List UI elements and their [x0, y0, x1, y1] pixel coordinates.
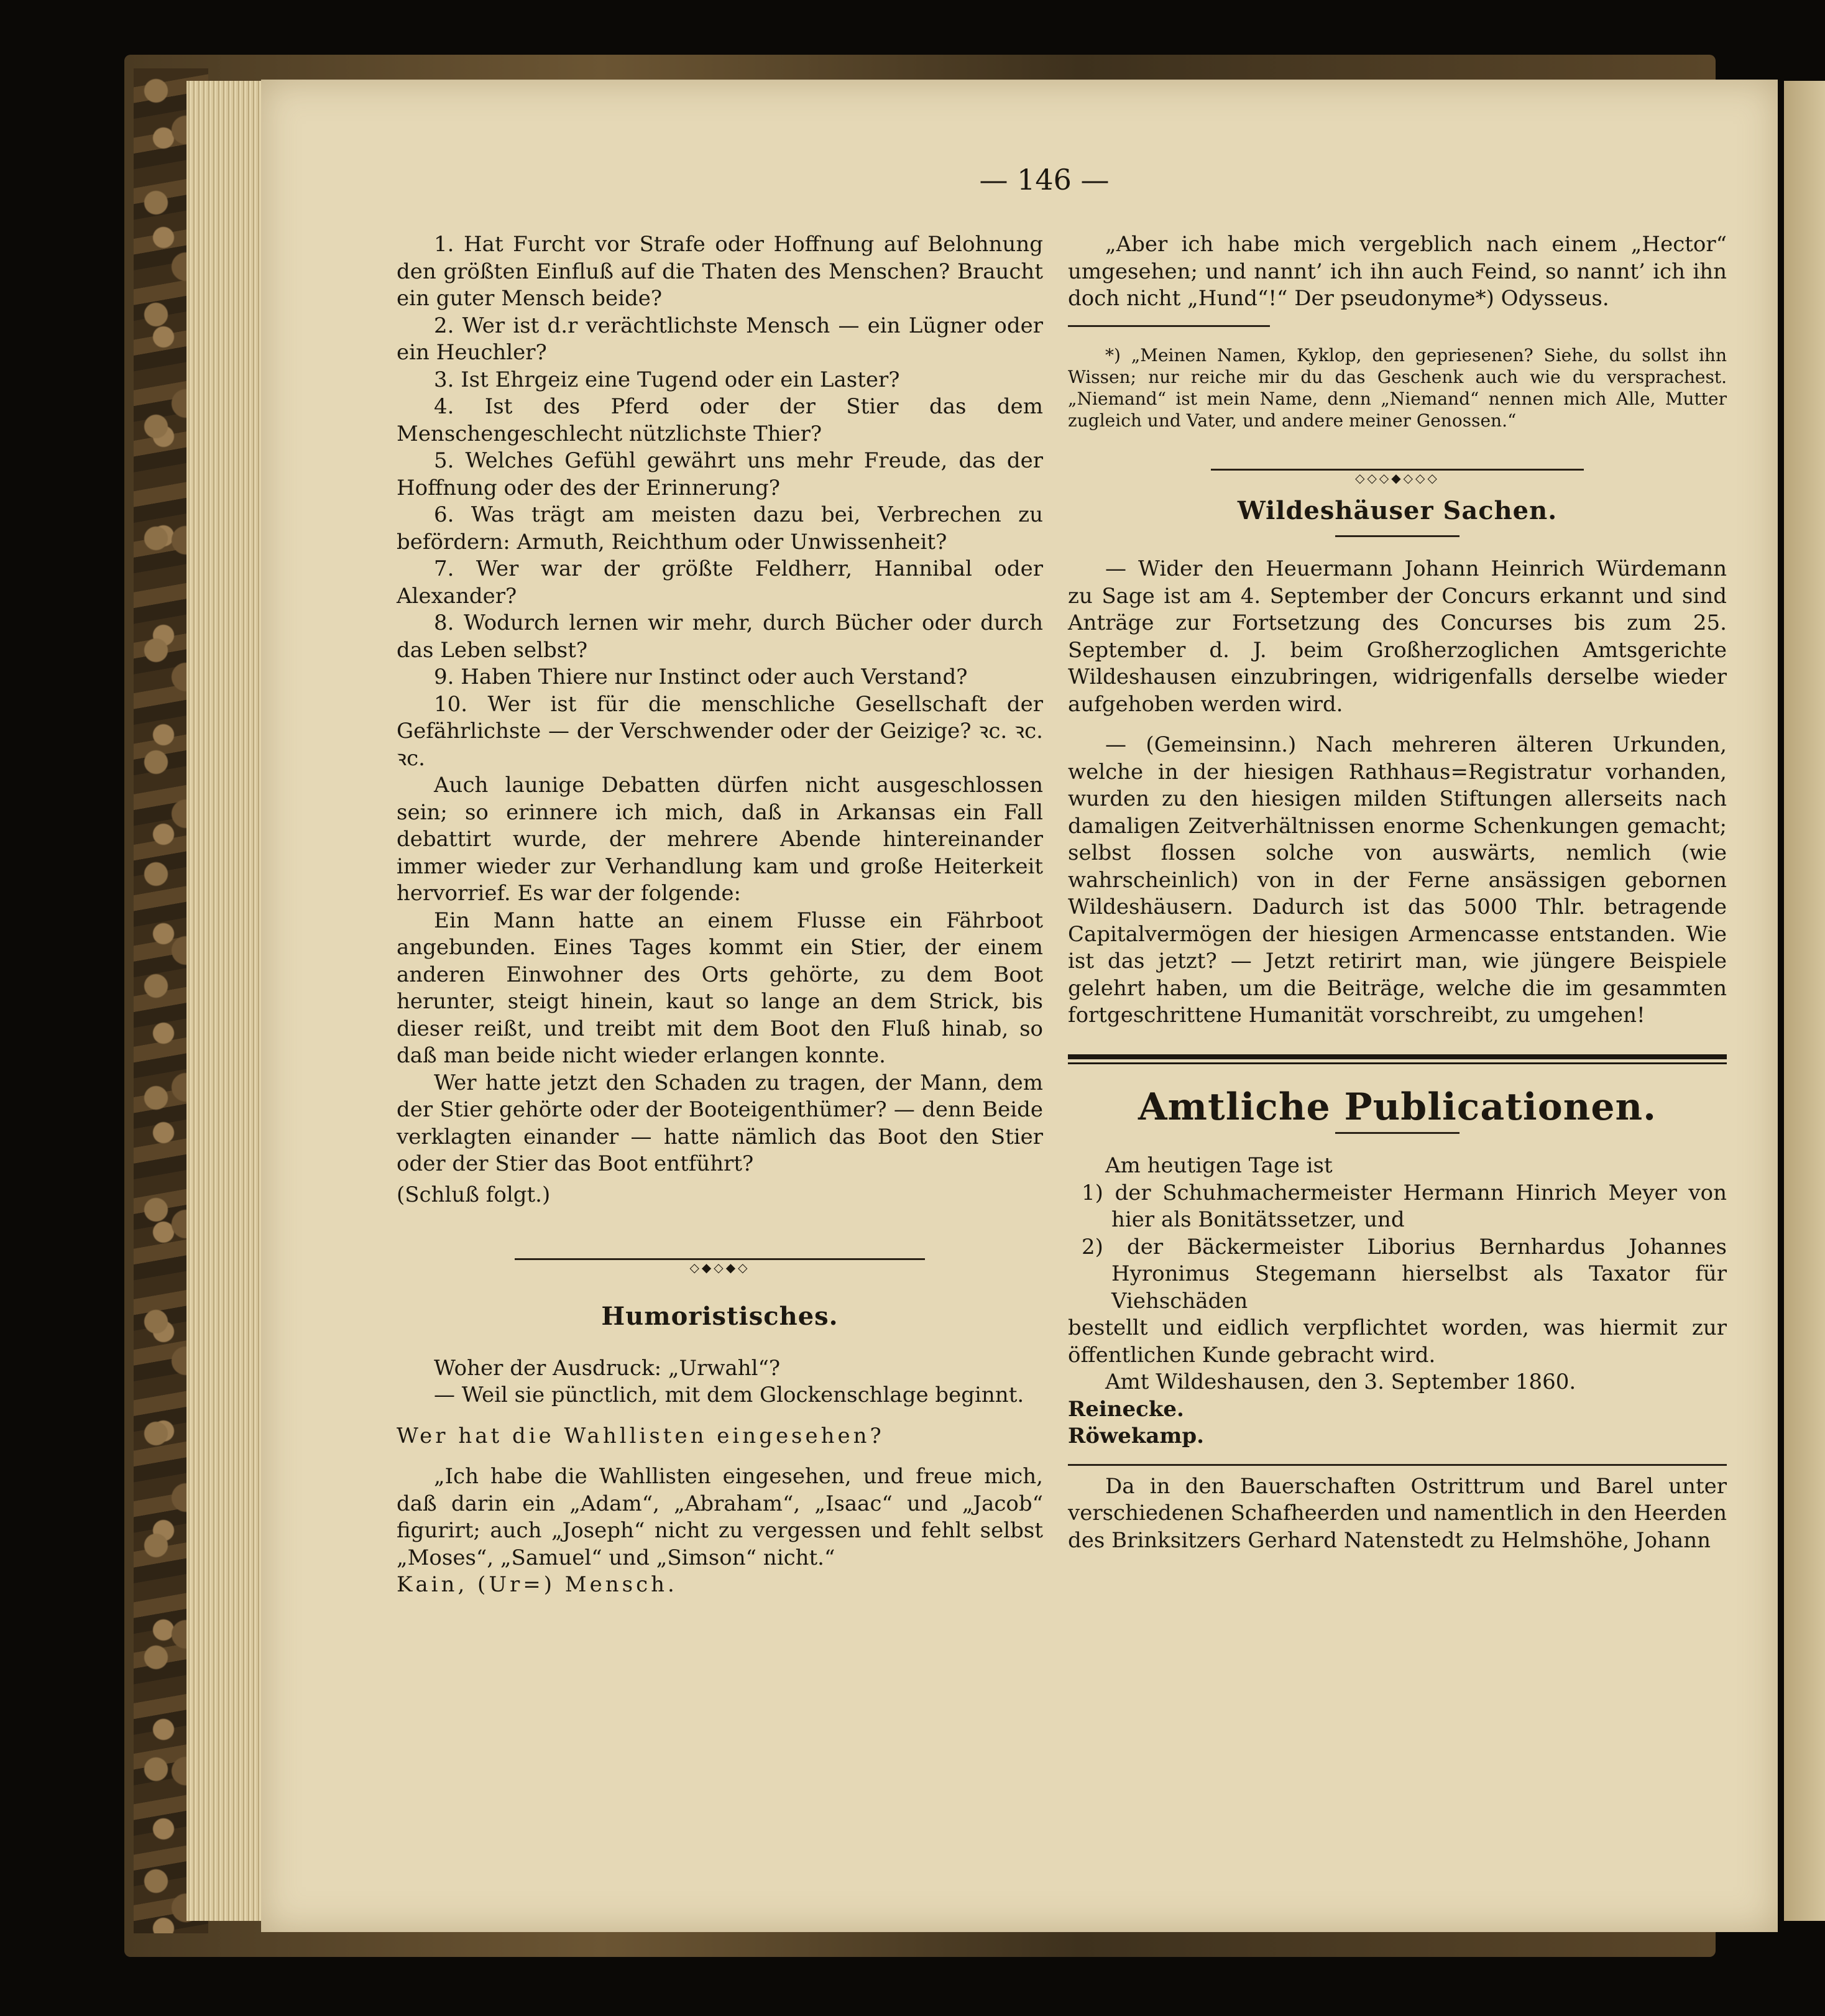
gemeinsinn-notice: — (Gemeinsinn.) Nach mehreren älteren Urkunden, welche in der hiesigen Rathhaus=Registratur vorhanden, wurden zu den hiesigen milden Stiftungen allerseits nach damaligen Zeitverhältnissen enorme Schenkungen gemacht; selbst flossen solche von auswärts, nemlich (wie wahrscheinlich) von in der Ferne ansässigen gebornen Wildeshäusern. Dadurch ist das 5000 Thlr. betragende Capitalvermögen der hiesigen Armencasse entstanden. Wie ist das jetzt? — Jetzt retirirt man, wie jüngere Beispiele gelehrt haben, um die Beiträge, welche die im gesammten fortgeschrittene Humanität vorschreibt, zu umgehen!	[1068, 732, 1727, 1028]
humor-heading: Humoristisches.	[601, 1302, 839, 1331]
story-paragraph: Ein Mann hatte an einem Flusse ein Fährboot angebunden. Eines Tages kommt ein Stier, der einem anderen Einwohner des Orts gehörte, zu dem Boot herunter, steigt hinein, kaut so lange an dem Strick, bis dieser reißt, und treibt mit dem Boot den Fluß hinab, so daß man beide nicht wieder erlangen konnte.	[397, 908, 1043, 1068]
question-item: 9. Haben Thiere nur Instinct oder auch Verstand?	[434, 665, 968, 689]
separator-rule	[1068, 1464, 1727, 1466]
wahl-heading: Wer hat die Wahllisten eingesehen?	[397, 1423, 885, 1448]
question-item: 8. Wodurch lernen wir mehr, durch Bücher oder durch das Leben selbst?	[397, 610, 1043, 663]
left-column	[397, 231, 1043, 1599]
signature-reinecke: Reinecke.	[1068, 1396, 1184, 1422]
humor-question: Woher der Ausdruck: „Urwahl“?	[434, 1355, 781, 1381]
hector-text: „Aber ich habe mich vergeblich nach einem „Hector“ umgesehen; und nannt’ ich ihn auch Feind, so nannt’ ich ihn doch nicht „Hund“!“ Der pseudonyme*) Odysseus.	[1068, 232, 1727, 311]
signature-roewekamp: Röwekamp.	[1068, 1424, 1205, 1448]
ornament-glyphs: ◇◆◇◆◇	[684, 1260, 756, 1275]
to-be-continued: (Schluß folgt.)	[397, 1182, 551, 1207]
section-double-rule	[1068, 1054, 1727, 1064]
bestellt-text: bestellt und eidlich verpflichtet worden, was hiermit zur öffentlichen Kunde gebracht wird.	[1068, 1315, 1727, 1368]
question-item: 7. Wer war der größte Feldherr, Hannibal oder Alexander?	[397, 556, 1043, 609]
heading-rule	[1335, 1132, 1460, 1134]
amt-date: Amt Wildeshausen, den 3. September 1860.	[1105, 1369, 1576, 1394]
question-item: 6. Was trägt am meisten dazu bei, Verbrechen zu befördern: Armuth, Reichthum oder Unwissenheit?	[397, 502, 1043, 555]
page-number: — 146 —	[979, 163, 1110, 196]
next-page-edge	[1784, 81, 1825, 1921]
final-paragraph: Da in den Bauerschaften Ostrittrum und Barel unter verschiedenen Schafheerden und namentlich in den Heerden des Brinksitzers Gerhard Natenstedt zu Helmshöhe, Johann	[1068, 1473, 1727, 1553]
appointment-item: 2) der Bäckermeister Liborius Bernhardus Johannes Hyronimus Stegemann hierselbst als Taxator für Viehschäden	[1082, 1234, 1727, 1314]
page-edges	[186, 81, 274, 1921]
question-list	[397, 231, 1043, 772]
am-heutigen: Am heutigen Tage ist	[1105, 1153, 1333, 1178]
amtliche-heading: Amtliche Publicationen.	[1138, 1085, 1657, 1129]
wahl-text: „Ich habe die Wahllisten eingesehen, und freue mich, daß darin ein „Adam“, „Abraham“, „Isaac“ und „Jacob“ figurirt; auch „Joseph“ nicht zu vergessen und fehlt selbst „Moses“, „Samuel“ und „Simson“ nicht.“	[397, 1464, 1043, 1570]
right-column	[1068, 231, 1727, 1554]
debate-intro: Auch launige Debatten dürfen nicht ausgeschlossen sein; so erinnere ich mich, daß in Arkansas ein Fall debattirt wurde, der mehrere Abende hintereinander immer wieder zur Verhandlung kam und große Heiterkeit hervorrief. Es war der folgende:	[397, 773, 1043, 906]
question-item: 1. Hat Furcht vor Strafe oder Hoffnung auf Belohnung den größten Einfluß auf die Thaten des Menschen? Braucht ein guter Mensch beide?	[397, 232, 1043, 311]
question-item: 3. Ist Ehrgeiz eine Tugend oder ein Laster?	[434, 367, 900, 392]
wahl-signature: Kain, (Ur=) Mensch.	[397, 1572, 678, 1597]
ornament-divider	[1211, 463, 1584, 486]
question-item: 2. Wer ist d.r verächtlichste Mensch — ein Lügner oder ein Heuchler?	[397, 313, 1043, 365]
footnote-rule	[1068, 325, 1270, 327]
question-item: 4. Ist des Pferd oder der Stier das dem Menschengeschlecht nützlichste Thier?	[397, 394, 1043, 446]
ornament-divider	[515, 1252, 925, 1275]
concurs-notice: — Wider den Heuermann Johann Heinrich Würdemann zu Sage ist am 4. September der Concurs erkannt und sind Anträge zur Fortsetzung des Concurses bis zum 25. September d. J. beim Großherzoglichen Amtsgerichte Wildeshausen einzubringen, widrigenfalls derselbe wieder aufgehoben werden wird.	[1068, 556, 1727, 717]
story-question: Wer hatte jetzt den Schaden zu tragen, der Mann, dem der Stier gehörte oder der Booteigenthümer? — denn Beide verklagten einander — hatte nämlich das Boot den Stier oder der Stier das Boot entführt?	[397, 1070, 1043, 1176]
question-item: 10. Wer ist für die menschliche Gesellschaft der Gefährlichste — der Verschwender oder der Geizige? ꝛc. ꝛc. ꝛc.	[397, 691, 1043, 771]
question-item: 5. Welches Gefühl gewährt uns mehr Freude, das der Hoffnung oder des der Erinnerung?	[397, 448, 1043, 500]
footnote: *) „Meinen Namen, Kyklop, den gepriesenen? Siehe, du sollst ihn Wissen; nur reiche mir du das Geschenk auch wie du versprachest. „Niemand“ ist mein Name, denn „Niemand“ nennen mich Alle, Mutter zugleich und Vater, und andere meiner Genossen.“	[1068, 344, 1727, 431]
heading-rule	[1335, 535, 1460, 537]
humor-answer: — Weil sie pünctlich, mit dem Glockenschlage beginnt.	[434, 1383, 1024, 1407]
ornament-glyphs: ◇◇◇◆◇◇◇	[1349, 471, 1446, 486]
wildes-heading: Wildeshäuser Sachen.	[1237, 495, 1558, 525]
appointment-item: 1) der Schuhmachermeister Hermann Hinrich Meyer von hier als Bonitätssetzer, und	[1082, 1180, 1727, 1232]
